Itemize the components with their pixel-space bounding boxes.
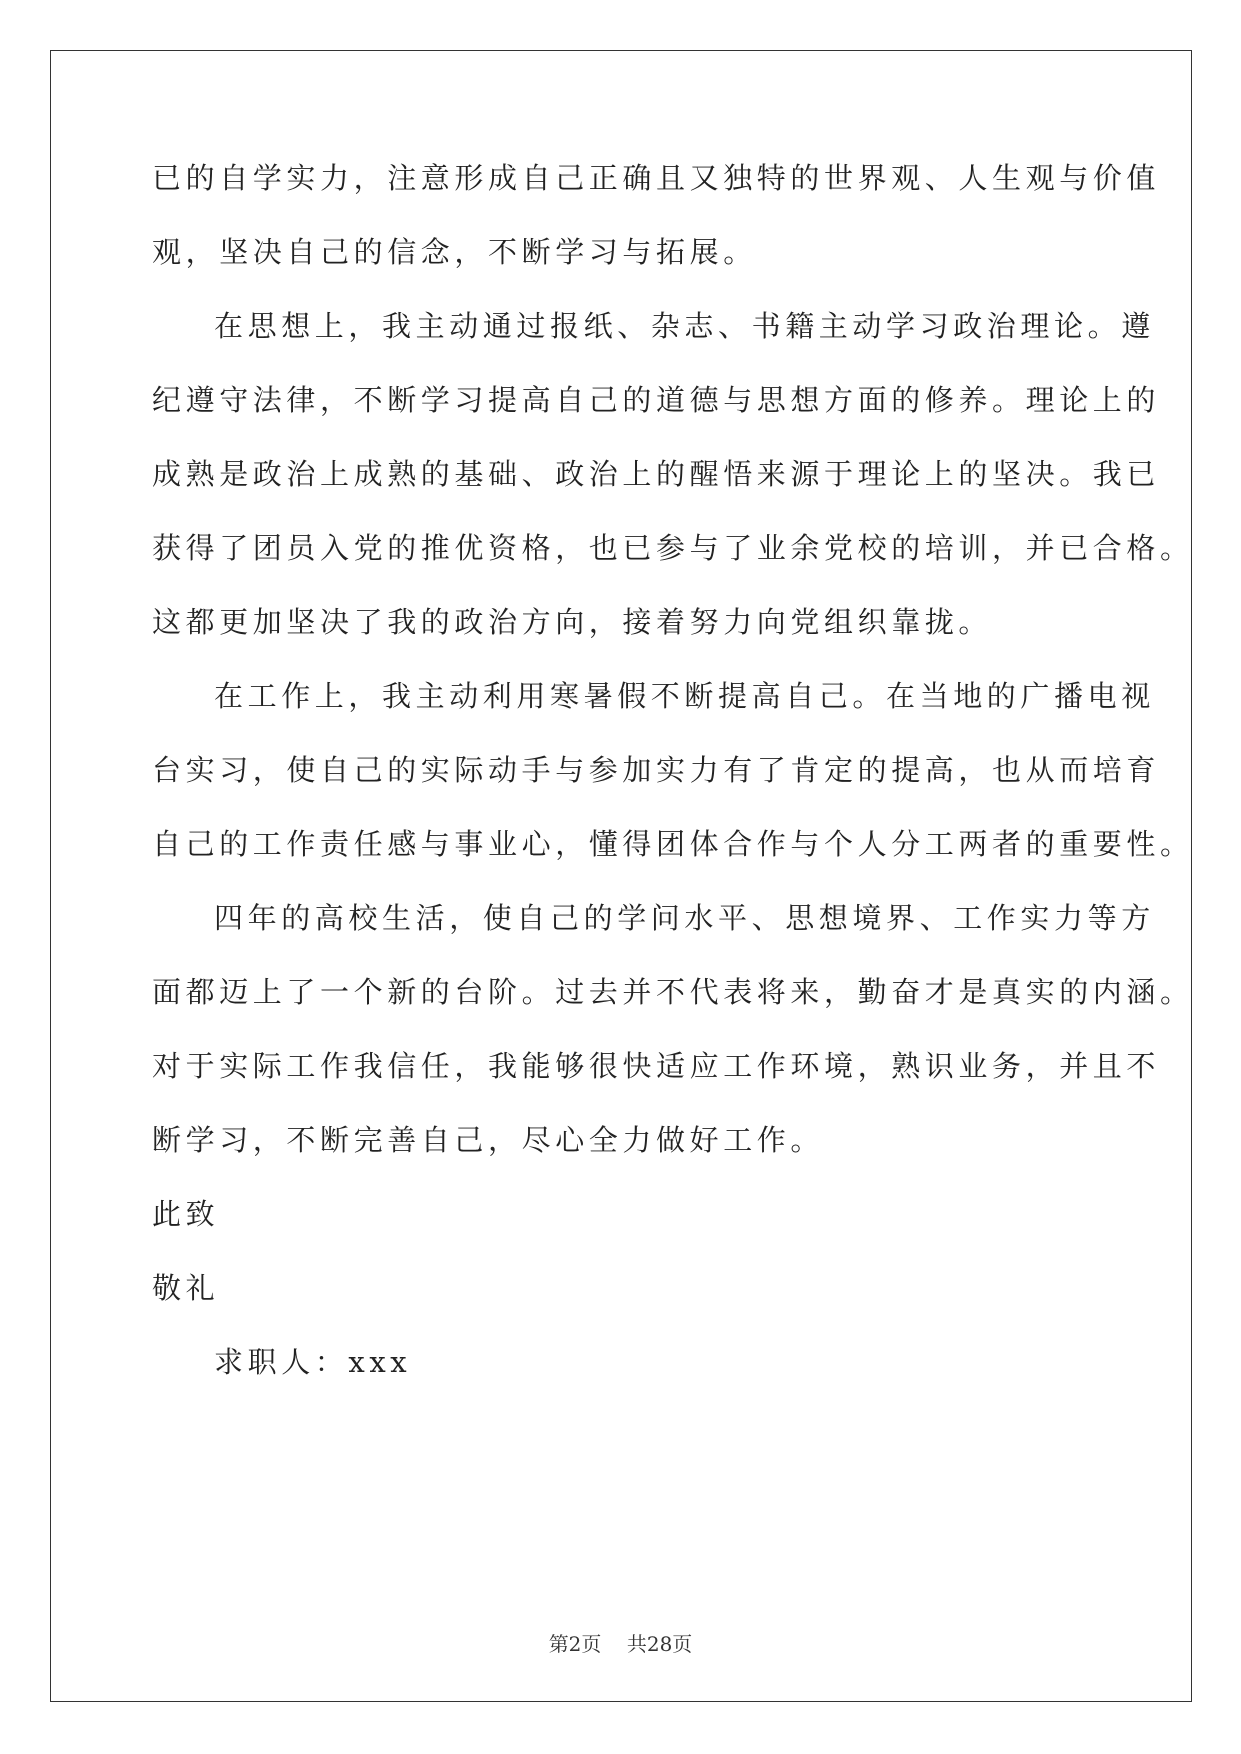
text-line: 台实习，使自己的实际动手与参加实力有了肯定的提高，也从而培育: [152, 753, 1161, 787]
paragraph-start-line: 在工作上，我主动利用寒暑假不断提高自己。在当地的广播电视: [214, 679, 1155, 713]
page-border: [50, 50, 1192, 1702]
text-line: 获得了团员入党的推优资格，也已参与了业余党校的培训，并已合格。: [152, 531, 1194, 565]
text-line: 自己的工作责任感与事业心，懂得团体合作与个人分工两者的重要性。: [152, 827, 1194, 861]
text-line: 对于实际工作我信任，我能够很快适应工作环境，熟识业务，并且不: [152, 1049, 1161, 1083]
text-line: 这都更加坚决了我的政治方向，接着努力向党组织靠拢。: [152, 605, 993, 639]
text-line: 断学习，不断完善自己，尽心全力做好工作。: [152, 1123, 825, 1157]
salutation-line: 敬礼: [152, 1271, 220, 1305]
text-line: 成熟是政治上成熟的基础、政治上的醒悟来源于理论上的坚决。我已: [152, 457, 1161, 491]
text-line: 已的自学实力，注意形成自己正确且又独特的世界观、人生观与价值: [152, 161, 1161, 195]
text-line: 观，坚决自己的信念，不断学习与拓展。: [152, 235, 757, 269]
page-number-footer: 第2页 共28页: [548, 1632, 693, 1656]
text-line: 面都迈上了一个新的台阶。过去并不代表将来，勤奋才是真实的内涵。: [152, 975, 1194, 1009]
text-line: 纪遵守法律，不断学习提高自己的道德与思想方面的修养。理论上的: [152, 383, 1161, 417]
paragraph-start-line: 在思想上，我主动通过报纸、杂志、书籍主动学习政治理论。遵: [214, 309, 1155, 343]
closing-line: 此致: [152, 1197, 220, 1231]
signature-line: 求职人：xxx: [214, 1345, 412, 1379]
paragraph-start-line: 四年的高校生活，使自己的学问水平、思想境界、工作实力等方: [214, 901, 1155, 935]
